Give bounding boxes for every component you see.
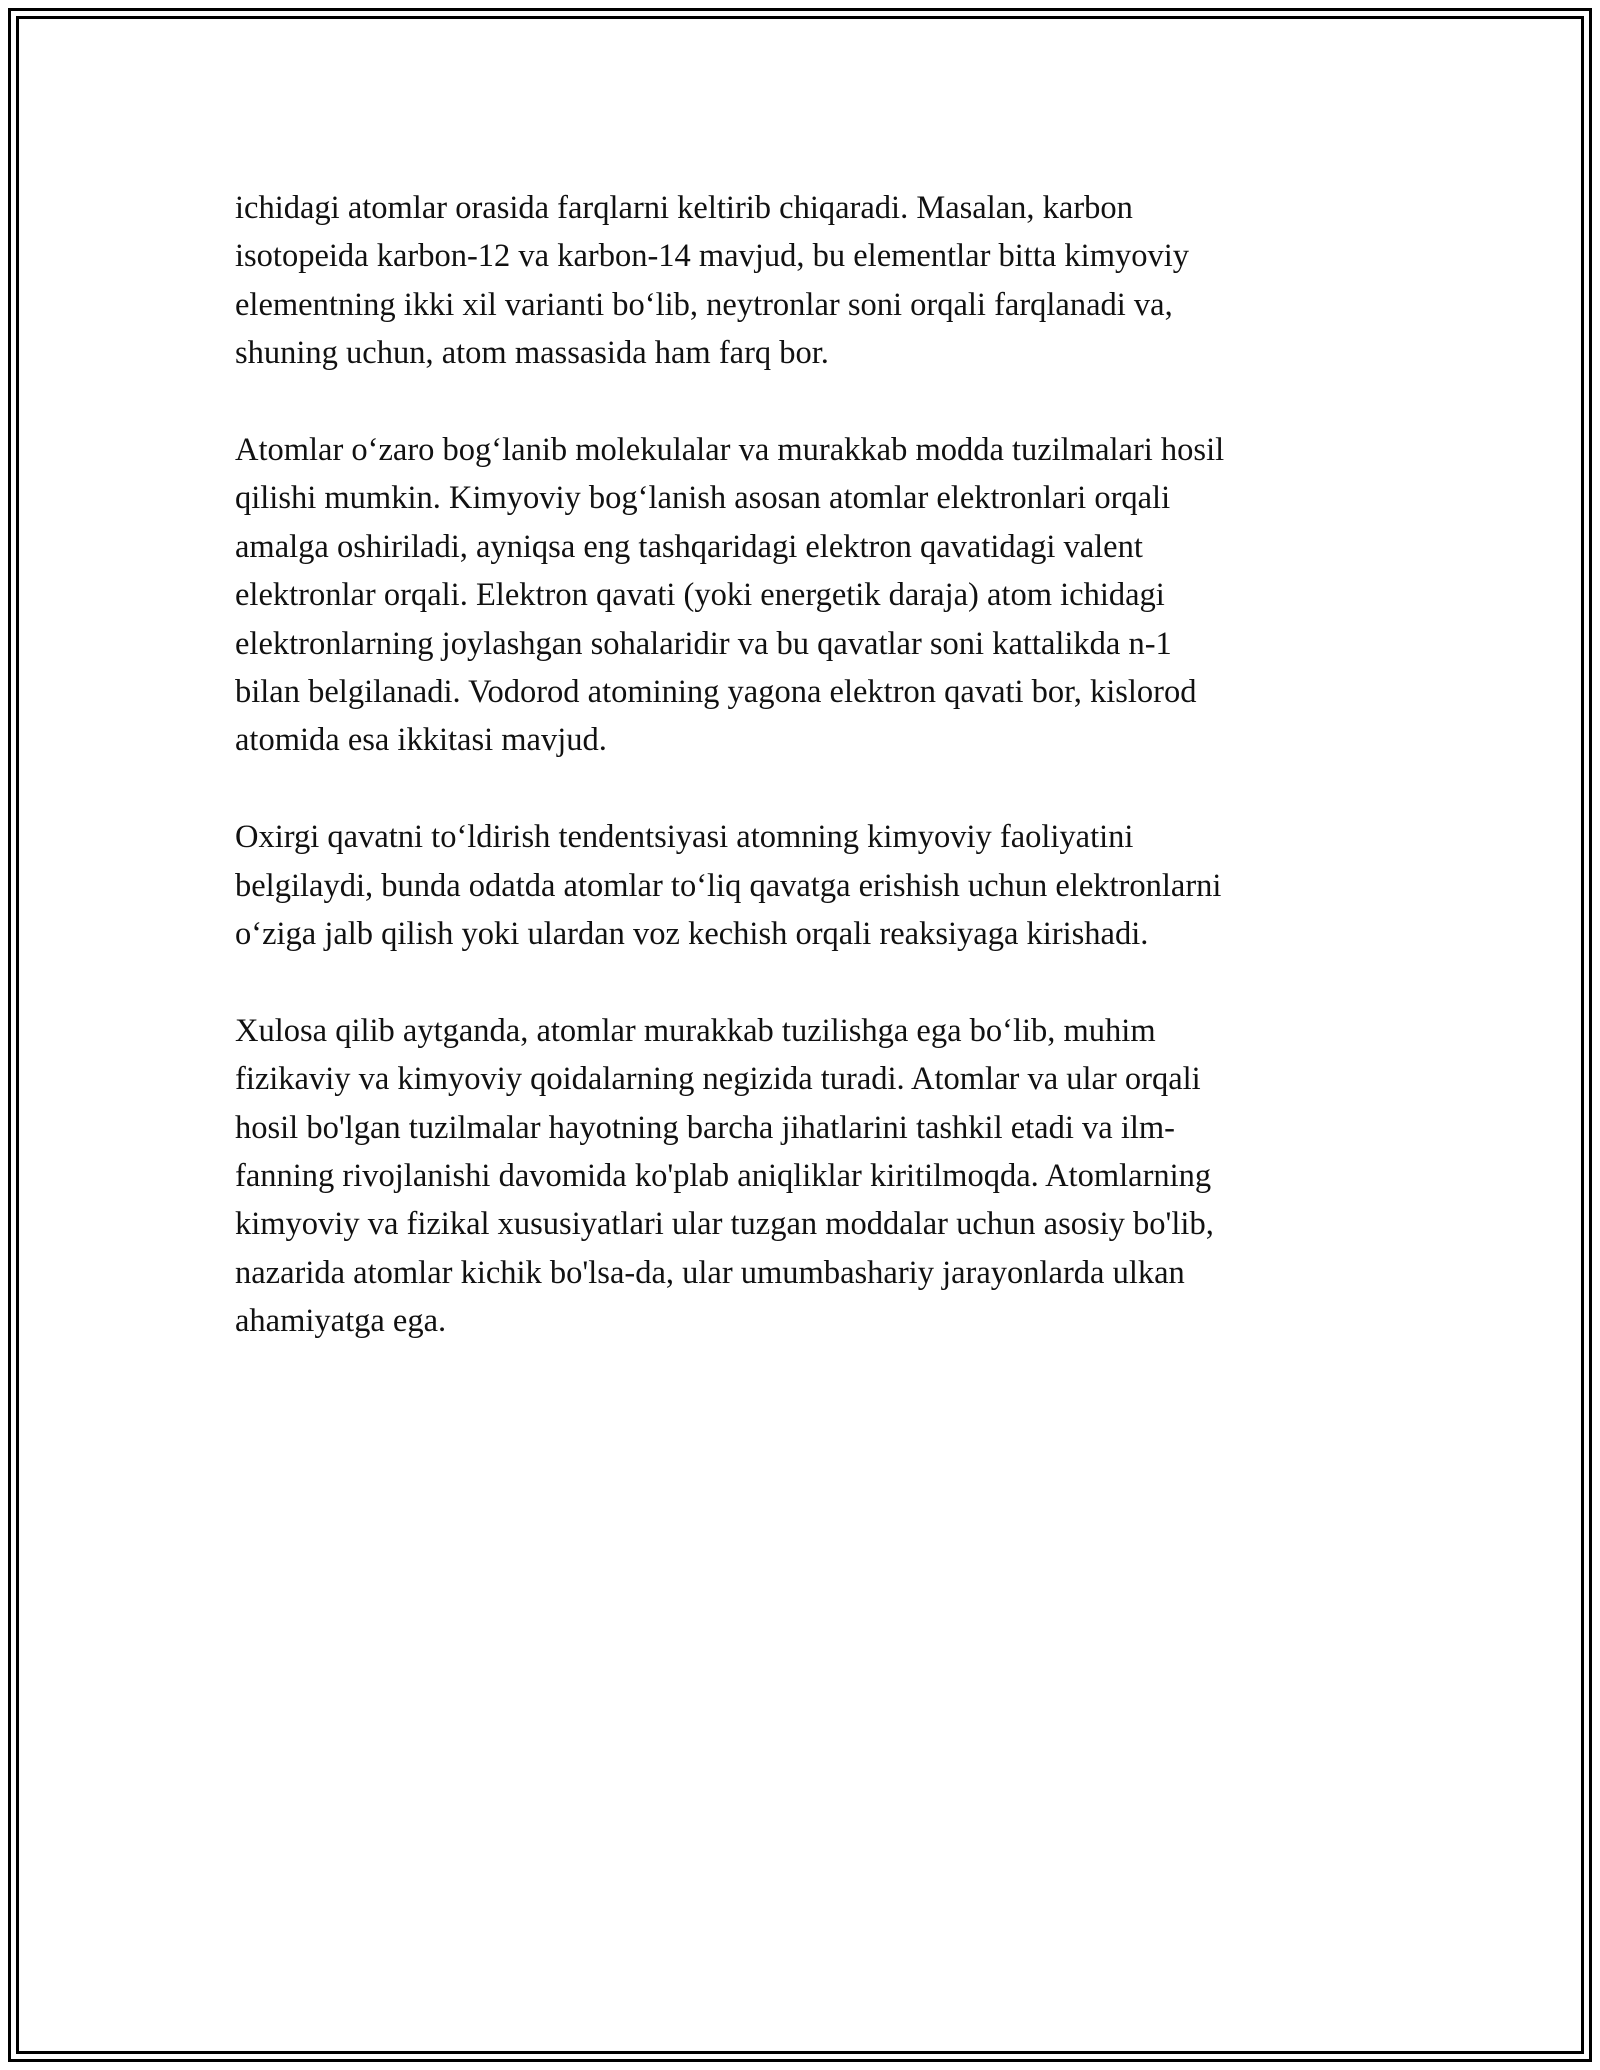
document-body (235, 184, 1375, 1394)
text-line: ahamiyatga ega. (235, 1303, 447, 1340)
text-line: elektronlar orqali. Elektron qavati (yoki energetik daraja) atom ichidagi (235, 577, 1165, 614)
paragraph-3 (235, 813, 1375, 958)
text-line: elementning ikki xil varianti bo‘lib, neytronlar soni orqali farqlanadi va, (235, 286, 1173, 323)
text-line: fanning rivojlanishi davomida ko'plab aniqliklar kiritilmoqda. Atomlarning (235, 1158, 1212, 1195)
text-line: elektronlarning joylashgan sohalaridir va bu qavatlar soni kattalikda n-1 (235, 625, 1172, 662)
text-line: qilishi mumkin. Kimyoviy bog‘lanish asosan atomlar elektronlari orqali (235, 480, 1171, 517)
text-line: atomida esa ikkitasi mavjud. (235, 722, 607, 759)
text-line: ichidagi atomlar orasida farqlarni keltirib chiqaradi. Masalan, karbon (235, 190, 1133, 226)
text-line: belgilaydi, bunda odatda atomlar to‘liq qavatga erishish uchun elektronlarni (235, 867, 1222, 904)
text-line: isotopeida karbon-12 va karbon-14 mavjud, bu elementlar bitta kimyoviy (235, 238, 1190, 275)
text-line: kimyoviy va fizikal xususiyatlari ular tuzgan moddalar uchun asosiy bo'lib, (235, 1206, 1214, 1243)
text-line: nazarida atomlar kichik bo'lsa-da, ular umumbashariy jarayonlarda ulkan (235, 1254, 1185, 1291)
text-line: o‘ziga jalb qilish yoki ulardan voz kechish orqali reaksiyaga kirishadi. (235, 916, 1149, 953)
text-line: Xulosa qilib aytganda, atomlar murakkab tuzilishga ega bo‘lib, muhim (235, 1012, 1156, 1049)
text-line: fizikaviy va kimyoviy qoidalarning negizida turadi. Atomlar va ular orqali (235, 1061, 1201, 1098)
text-line: shuning uchun, atom massasida ham farq bor. (235, 335, 829, 372)
text-line: hosil bo'lgan tuzilmalar hayotning barcha jihatlarini tashkil etadi va ilm- (235, 1109, 1175, 1146)
text-line: Oxirgi qavatni to‘ldirish tendentsiyasi atomning kimyoviy faoliyatini (235, 819, 1134, 856)
text-line: Atomlar o‘zaro bog‘lanib molekulalar va murakkab modda tuzilmalari hosil (235, 432, 1225, 469)
paragraph-2 (235, 426, 1375, 765)
paragraph-1 (235, 184, 1375, 378)
text-line: amalga oshiriladi, ayniqsa eng tashqaridagi elektron qavatidagi valent (235, 528, 1143, 565)
paragraph-4 (235, 1007, 1375, 1346)
text-line: bilan belgilanadi. Vodorod atomining yagona elektron qavati bor, kislorod (235, 674, 1197, 711)
